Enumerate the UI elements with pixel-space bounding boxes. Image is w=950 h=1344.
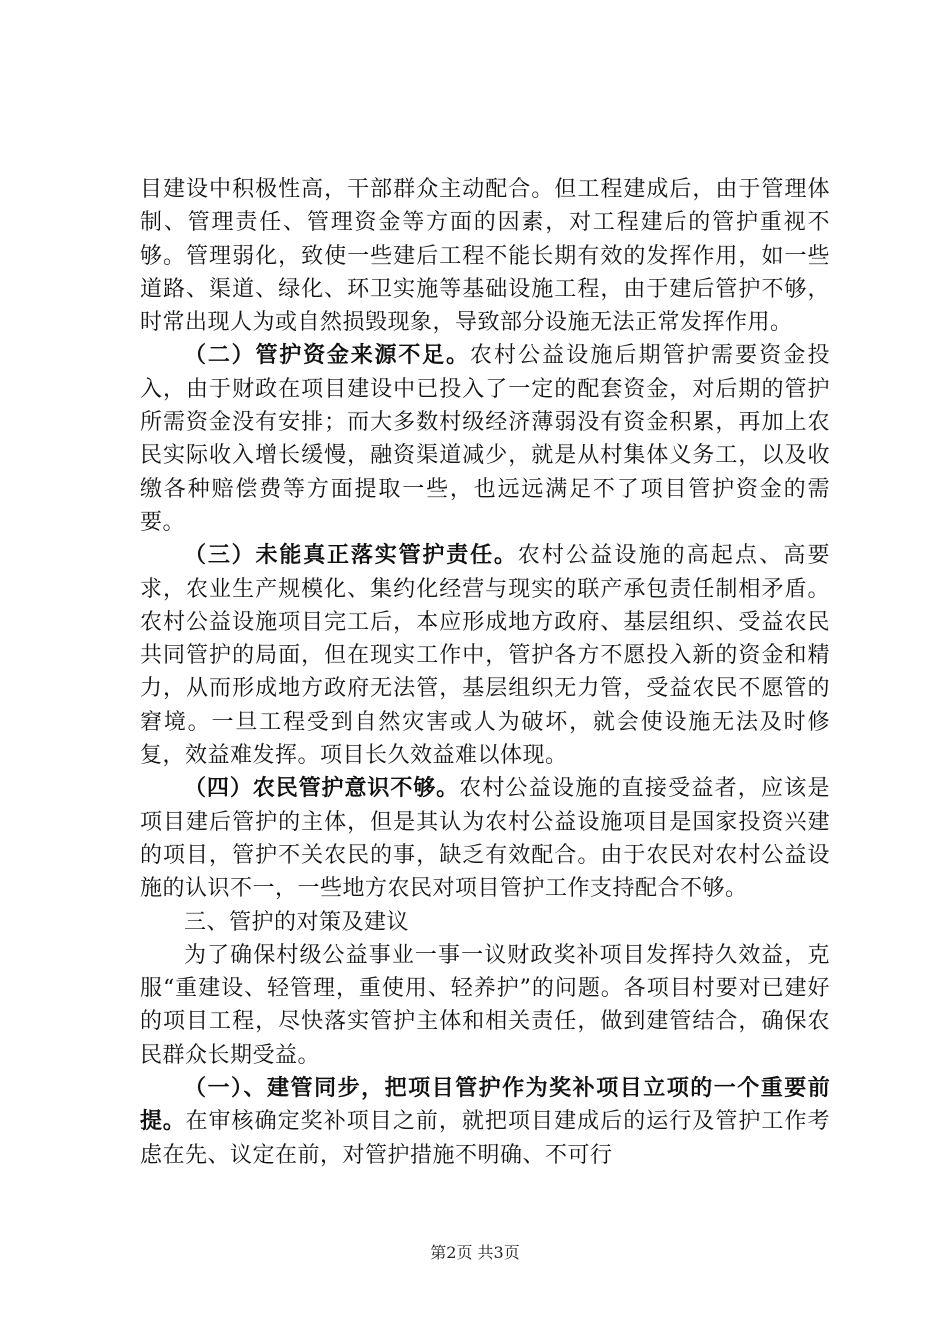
paragraph-heading: （二）管护资金来源不足。	[184, 343, 470, 369]
paragraph-heading: （三）未能真正落实管护责任。	[184, 543, 518, 569]
paragraph-intro	[140, 939, 830, 1072]
page-footer: 第2页 共3页	[430, 1243, 520, 1262]
paragraph-continuation	[140, 173, 830, 339]
paragraph-text: 在审核确定奖补项目之前，就把项目建成后的运行及管护工作考虑在先、议定在前，对管护措施不明确、不可行	[140, 1109, 830, 1168]
paragraph-text: 农村公益设施的直接受益者，应该是项目建后管护的主体，但是其认为农村公益设施项目是国家投资兴建的项目，管护不关农民的事，缺乏有效配合。由于农民对农村公益设施的认识不一，一些地方农民对项目管护工作支持配合不够。	[140, 776, 830, 902]
paragraph-text: 为了确保村级公益事业一事一议财政奖补项目发挥持久效益，克服“重建设、轻管理，重使用、轻养护”的问题。各项目村要对已建好的项目工程，尽快落实管护主体和相关责任，做到建管结合，确保农民群众长期受益。	[140, 942, 830, 1068]
section-heading: 三、管护的对策及建议	[184, 909, 410, 935]
paragraph-funding	[140, 339, 830, 539]
paragraph-responsibility	[140, 539, 830, 772]
paragraph-text: 目建设中积极性高，干部群众主动配合。但工程建成后，由于管理体制、管理责任、管理资金等方面的因素，对工程建后的管护重视不够。管理弱化，致使一些建后工程不能长期有效的发挥作用，如一些道路、渠道、绿化、环卫实施等基础设施工程，由于建后管护不够，时常出现人为或自然损毁现象，导致部分设施无法正常发挥作用。	[140, 177, 830, 336]
paragraph-awareness	[140, 772, 830, 905]
paragraph-heading: （一）、建管同步，把项目管护作为奖补项目立项的一个重要前提。	[140, 1076, 830, 1135]
paragraph-text: 农村公益设施的高起点、高要求，农业生产规模化、集约化经营与现实的联产承包责任制相矛盾。农村公益设施项目完工后，本应形成地方政府、基层组织、受益农民共同管护的局面，但在现实工作中，管护各方不愿投入新的资金和精力，从而形成地方政府无法管，基层组织无力管，受益农民不愿管的窘境。一旦工程受到自然灾害或人为破坏，就会使设施无法及时修复，效益难发挥。项目长久效益难以体现。	[140, 543, 830, 769]
paragraph-text: 农村公益设施后期管护需要资金投入，由于财政在项目建设中已投入了一定的配套资金，对后期的管护所需资金没有安排；而大多数村级经济薄弱没有资金积累，再加上农民实际收入增长缓慢，融资渠道减少，就是从村集体义务工，以及收缴各种赔偿费等方面提取一些，也远远满足不了项目管护资金的需要。	[140, 343, 830, 535]
paragraph-heading: （四）农民管护意识不够。	[184, 776, 460, 802]
document-body	[140, 173, 830, 1172]
paragraph-sync	[140, 1072, 830, 1172]
